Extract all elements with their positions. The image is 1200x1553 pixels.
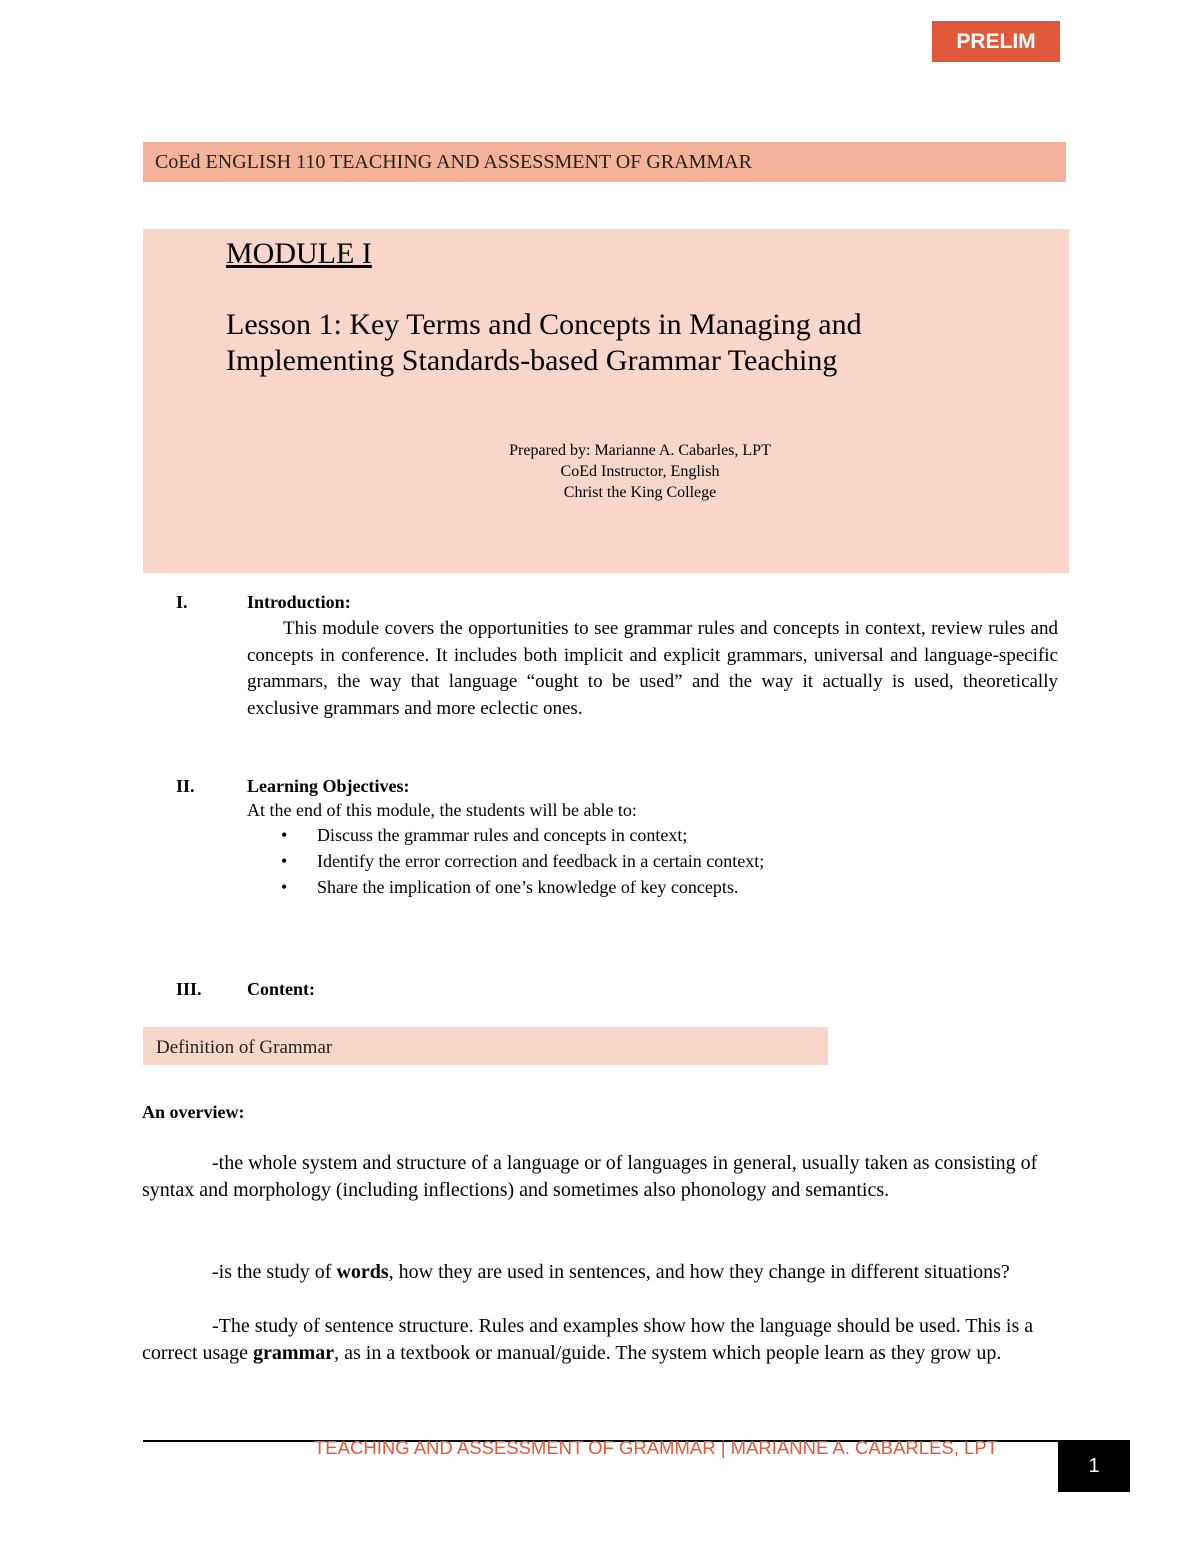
prepared-by: Prepared by: Marianne A. Cabarles, LPT [509,442,771,459]
objectives-lead: At the end of this module, the students will be able to: [247,800,637,820]
prelim-badge: PRELIM [932,21,1060,62]
bold-term-words: words [336,1261,389,1283]
section-heading-content: Content: [247,979,315,999]
list-item: • Identify the error correction and feedback in a certain context; [247,848,1047,874]
bold-term-grammar: grammar [253,1342,335,1364]
section-number-content: III. [176,979,202,999]
overview-paragraph-3: -The study of sentence structure. Rules and examples show how the language should be used. This is a correct usage grammar, as in a textbook or manual/guide. The system which people learn as they grow up. [142,1315,1034,1364]
lesson-title: Lesson 1: Key Terms and Concepts in Managing and Implementing Standards-based Grammar Teaching [226,308,862,377]
definition-bar: Definition of Grammar [143,1027,828,1065]
list-item: • Share the implication of one’s knowledge of key concepts. [247,874,1047,900]
page-number: 1 [1058,1440,1130,1492]
prepared-by-block [440,440,840,503]
overview-paragraph-1: -the whole system and structure of a language or of languages in general, usually taken as consisting of syntax and morphology (including inflections) and sometimes also phonology and semantics. [142,1152,1038,1201]
instructor-role: CoEd Instructor, English [560,463,720,480]
course-title-bar: CoEd ENGLISH 110 TEACHING AND ASSESSMENT OF GRAMMAR [143,142,1066,182]
objectives-list [247,822,1047,900]
intro-paragraph: This module covers the opportunities to see grammar rules and concepts in context, review rules and concepts in conference. It includes both implicit and explicit grammars, universal and language-specific grammars, the way that language “ought to be used” and the way it actually is used, theoretically exclusive grammars and more eclectic ones. [247,618,1058,719]
school-name: Christ the King College [563,484,717,501]
footer-text: TEACHING AND ASSESSMENT OF GRAMMAR | MARIANNE A. CABARLES, LPT [314,1437,998,1458]
section-heading-objectives: Learning Objectives: [247,776,410,796]
overview-heading: An overview: [142,1102,245,1122]
module-title: MODULE I [226,237,372,270]
overview-paragraph-2: -is the study of words, how they are used in sentences, and how they change in different situations? [212,1261,1010,1283]
section-heading-intro: Introduction: [247,592,351,612]
section-number-intro: I. [176,592,188,612]
module-header-box [143,229,1069,573]
section-number-objectives: II. [176,776,195,796]
list-item: • Discuss the grammar rules and concepts in context; [247,822,1047,848]
